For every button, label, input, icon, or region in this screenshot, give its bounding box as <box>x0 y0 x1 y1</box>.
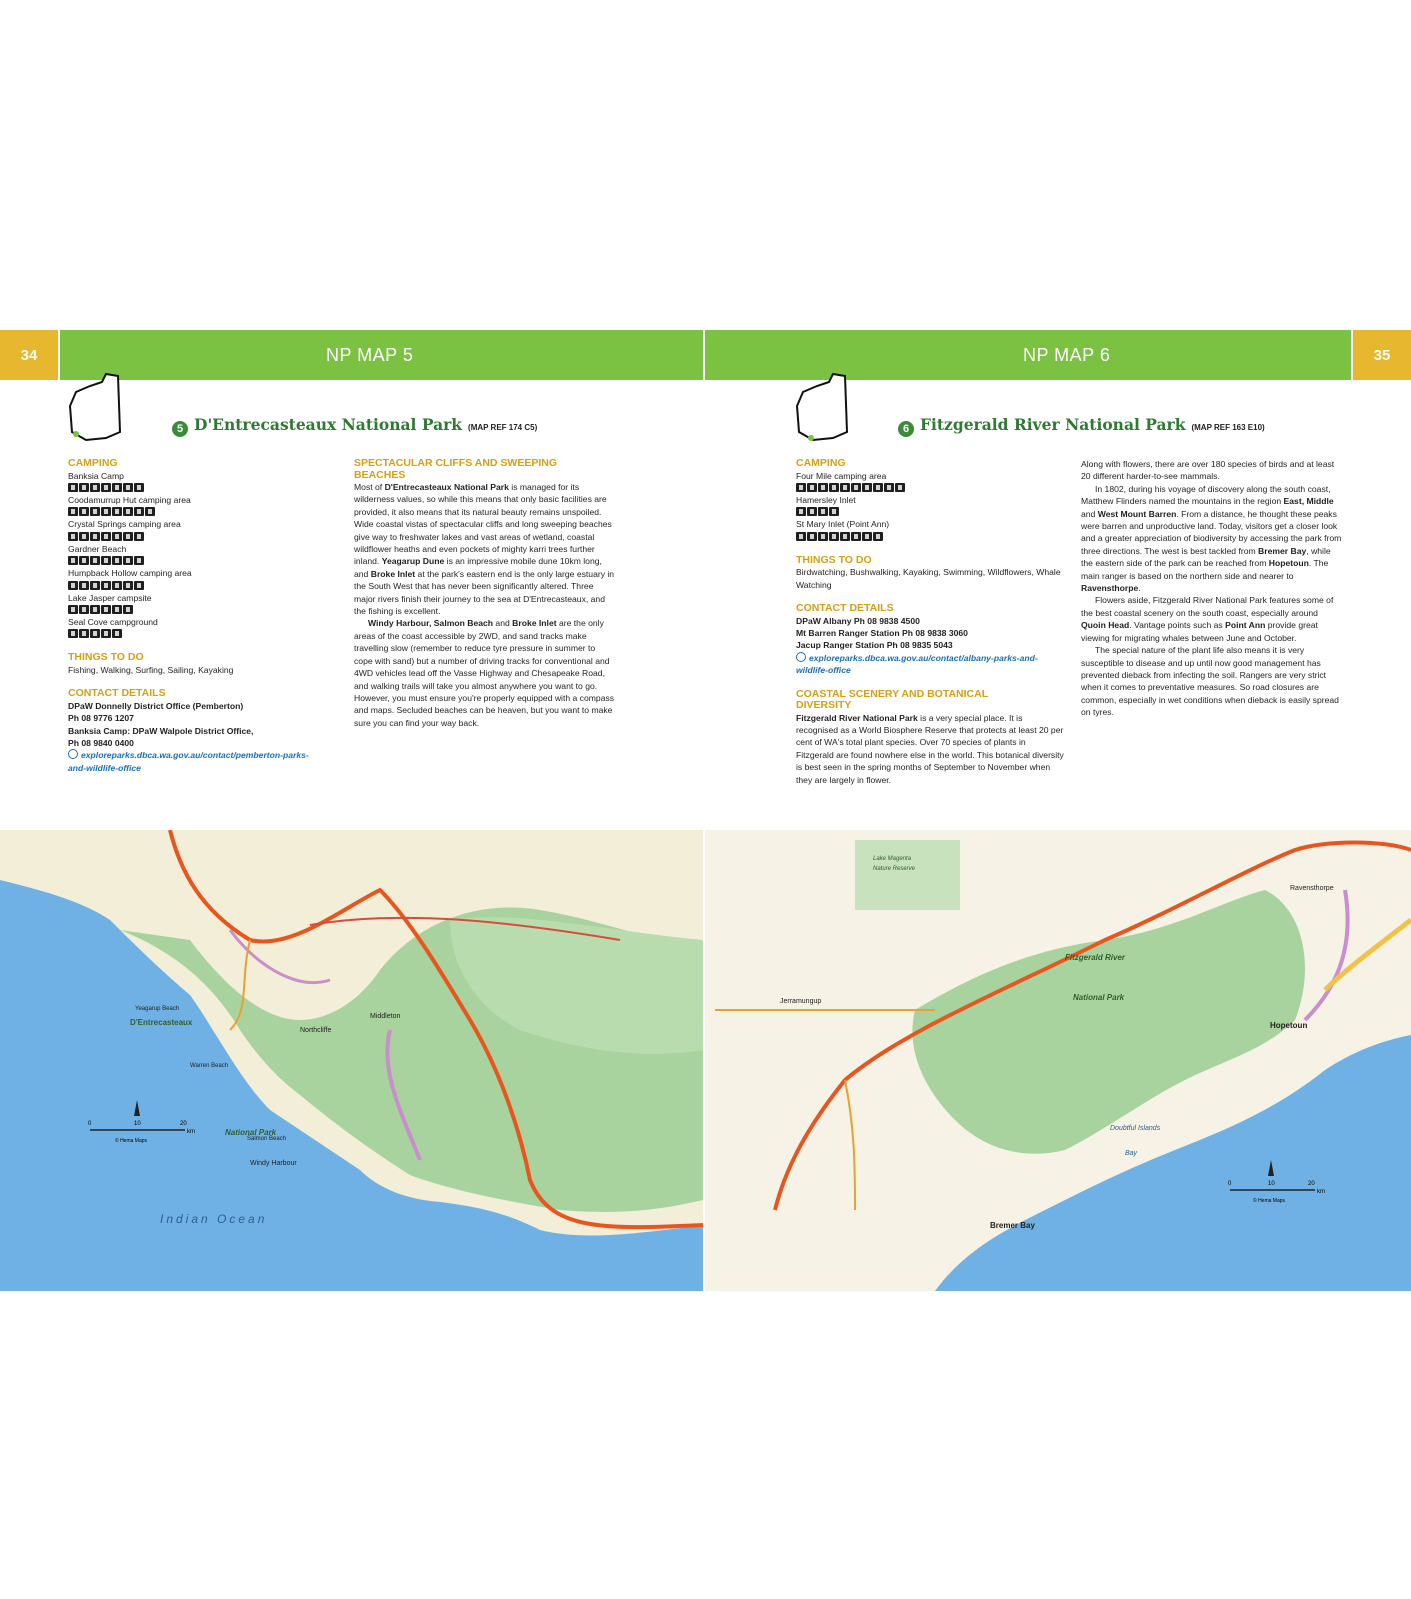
facility-icon <box>829 483 839 492</box>
facility-icon <box>68 483 78 492</box>
wa-locator-map-icon <box>66 372 124 444</box>
facility-icons <box>796 507 1064 516</box>
facility-icon <box>807 483 817 492</box>
camp-site: Banksia Camp <box>68 470 124 481</box>
facility-icon <box>112 605 122 614</box>
facility-icon <box>112 532 122 541</box>
facility-icon <box>145 507 155 516</box>
page-number-left: 34 <box>0 330 58 380</box>
facility-icon <box>862 483 872 492</box>
bremer-label: Bremer Bay <box>990 1221 1035 1230</box>
feature-heading: SPECTACULAR CLIFFS AND SWEEPING <box>354 457 558 469</box>
things-to-do-heading: THINGS TO DO <box>68 651 144 664</box>
facility-icon <box>862 532 872 541</box>
web-link-icon <box>68 749 78 759</box>
facility-icon <box>807 507 817 516</box>
facility-icon <box>818 532 828 541</box>
contact-heading: CONTACT DETAILS <box>796 602 894 615</box>
facility-icon <box>112 507 122 516</box>
facility-icon <box>895 483 905 492</box>
fitz-label: Fitzgerald River <box>1065 953 1126 962</box>
header-title-left: NP MAP 5 <box>326 345 414 365</box>
park-label: D'Entrecasteaux <box>130 1018 193 1027</box>
facility-icon <box>873 532 883 541</box>
yeagarup-label: Yeagarup Beach <box>135 1006 180 1012</box>
camp-site: Lake Jasper campsite <box>68 592 152 603</box>
facility-icon <box>851 483 861 492</box>
coastal-heading: COASTAL SCENERY AND BOTANICAL <box>796 687 989 700</box>
facility-icon <box>840 483 850 492</box>
facility-icon <box>112 629 122 638</box>
facility-icon <box>851 532 861 541</box>
ravensthorpe-label: Ravensthorpe <box>1290 885 1334 892</box>
wa-locator-map-icon <box>793 372 851 444</box>
facility-icon <box>68 581 78 590</box>
coastal-heading-cont: DIVERSITY <box>796 699 852 712</box>
fitzgerald-map <box>705 830 1411 1291</box>
header-title-right: NP MAP 6 <box>1023 345 1111 365</box>
doubtful-label: Doubtful Islands <box>1110 1125 1161 1132</box>
map-credit: © Hema Maps <box>1253 1198 1286 1204</box>
facility-icon <box>79 605 89 614</box>
park-name: Fitzgerald River National Park <box>920 415 1186 434</box>
facility-icon <box>101 532 111 541</box>
facility-icon <box>123 556 133 565</box>
camp-site: Coodamurrup Hut camping area <box>68 494 191 505</box>
facility-icons <box>68 605 338 614</box>
facility-icon <box>123 507 133 516</box>
facility-icon <box>101 581 111 590</box>
scale-10: 10 <box>1268 1181 1275 1187</box>
facility-icon <box>112 581 122 590</box>
facility-icon <box>884 483 894 492</box>
map-ref: (MAP REF 163 E10) <box>1191 423 1265 432</box>
facility-icon <box>134 483 144 492</box>
scale-20: 20 <box>1308 1181 1315 1187</box>
lake-label: Lake Magenta <box>873 856 912 862</box>
web-link-icon <box>796 652 806 662</box>
facility-icon <box>796 532 806 541</box>
jerramungup-label: Jerramungup <box>780 998 822 1005</box>
camping-heading: CAMPING <box>796 457 846 469</box>
facility-icons <box>796 483 1064 492</box>
contact-heading: CONTACT DETAILS <box>68 687 166 700</box>
facility-icons <box>68 629 338 638</box>
windy-label: Windy Harbour <box>250 1160 297 1167</box>
facility-icon <box>68 605 78 614</box>
facility-icon <box>829 507 839 516</box>
facility-icon <box>101 483 111 492</box>
facility-icon <box>112 556 122 565</box>
facility-icon <box>818 507 828 516</box>
things-to-do-heading: THINGS TO DO <box>796 553 872 566</box>
np-label: National Park <box>1073 993 1125 1002</box>
facility-icon <box>101 605 111 614</box>
contact-phone: Ph 08 9840 0400 <box>68 737 134 748</box>
website-link-cont[interactable]: wildlife-office <box>796 665 851 676</box>
contact-line: Jacup Ranger Station Ph 08 9835 5043 <box>796 640 953 651</box>
camping-heading: CAMPING <box>68 457 118 469</box>
facility-icon <box>79 483 89 492</box>
facility-icon <box>68 507 78 516</box>
facility-icon <box>123 532 133 541</box>
facility-icons <box>68 556 338 565</box>
scale-10: 10 <box>134 1121 141 1127</box>
facility-icon <box>90 581 100 590</box>
facility-icon <box>68 629 78 638</box>
facility-icon <box>101 629 111 638</box>
facility-icon <box>68 532 78 541</box>
right-col-1 <box>796 458 1064 786</box>
bay-label: Bay <box>1125 1150 1138 1157</box>
facility-icon <box>79 581 89 590</box>
page-number-right: 35 <box>1353 330 1411 380</box>
dieback-paragraph: The special nature of the plant life also means it is very susceptible to disease and up until now good management has prevented dieback from infecting the soil. Rangers are very strict when it comes to preventative measures. So road closures are common, especially in wet conditions when dieback is easily spread on tyres. <box>1081 645 1339 718</box>
facility-icons <box>796 532 1064 541</box>
contact-line: DPaW Donnelly District Office (Pemberton) <box>68 700 244 711</box>
scale-0: 0 <box>88 1121 92 1127</box>
hopetoun-label: Hopetoun <box>1270 1021 1308 1030</box>
park-number-badge: 6 <box>898 421 914 437</box>
website-link-cont[interactable]: and-wildlife-office <box>68 762 141 773</box>
salmon-label: Salmon Beach <box>247 1136 287 1142</box>
website-link[interactable]: exploreparks.dbca.wa.gov.au/contact/albany-parks-and- <box>809 652 1038 663</box>
facility-icon <box>134 581 144 590</box>
park-heading-right <box>898 415 1265 435</box>
facility-icons <box>68 532 338 541</box>
scale-km: km <box>187 1129 195 1135</box>
camp-site: Gardner Beach <box>68 543 127 554</box>
camp-site: Four Mile camping area <box>796 470 887 481</box>
scale-km: km <box>1317 1189 1325 1195</box>
camp-site: Hamersley Inlet <box>796 494 856 505</box>
facility-icon <box>796 507 806 516</box>
map-credit: © Hema Maps <box>115 1138 148 1144</box>
dentrecasteaux-map <box>0 830 703 1291</box>
facility-icon <box>79 532 89 541</box>
coastal-paragraph: Fitzgerald River National Park is a very special place. It is recognised as a World Biosphere Reserve that protects at least 20 per cent of WA's total plant species. Over 70 species of plants in Fitzgerald are found nowhere else in the world. This botanical diversity is best seen in the spring months of September to November when they are largely in flower. <box>796 712 1064 785</box>
contact-line: DPaW Albany Ph 08 9838 4500 <box>796 615 920 626</box>
facility-icon <box>79 507 89 516</box>
camp-site: Crystal Springs camping area <box>68 519 181 530</box>
northcliffe-label: Northcliffe <box>300 1027 332 1034</box>
camp-site: Seal Cove campground <box>68 616 158 627</box>
facility-icon <box>90 507 100 516</box>
facility-icons <box>68 483 338 492</box>
nr-label: Nature Reserve <box>873 866 916 872</box>
facility-icon <box>79 556 89 565</box>
feature-paragraph-1: Most of D'Entrecasteaux National Park is managed for its wilderness values, so while this means that only basic facilities are provided, it also means that its natural beauty remains unspoiled. Wide coastal vistas of spectacular cliffs and long sweeping beaches give way to freshwater lakes and vast areas of wetland, coastal wildflower heaths and even pockets of mighty karri trees further inland. Yeagarup Dune is an impressive mobile dune 10km long, and Broke Inlet at the park's eastern end is the only large estuary in the South West that has never been significantly altered. Three major rivers finish their journey to the sea at D'Entrecasteaux, and the fishing is excellent. <box>354 482 615 617</box>
left-col-1 <box>68 458 338 774</box>
facility-icon <box>123 483 133 492</box>
feature-heading-cont: BEACHES <box>354 468 406 481</box>
park-number-badge: 5 <box>172 421 188 437</box>
facility-icons <box>68 581 338 590</box>
facility-icon <box>68 556 78 565</box>
facility-icon <box>101 556 111 565</box>
facility-icon <box>829 532 839 541</box>
facility-icon <box>90 532 100 541</box>
map-ref: (MAP REF 174 C5) <box>468 423 538 432</box>
facility-icon <box>101 507 111 516</box>
left-col-2 <box>354 458 616 729</box>
facility-icon <box>134 556 144 565</box>
scenery-paragraph: Flowers aside, Fitzgerald River National Park features some of the best coastal scenery on the south coast, especially around Quoin Head. Vantage points such as Point Ann provide great viewing for migrating whales between June and October. <box>1081 595 1334 643</box>
things-to-do-text: Birdwatching, Bushwalking, Kayaking, Swimming, Wildflowers, Whale Watching <box>796 567 1061 590</box>
facility-icon <box>840 532 850 541</box>
ocean-label: Indian Ocean <box>160 1212 268 1226</box>
scale-20: 20 <box>180 1121 187 1127</box>
facility-icon <box>90 605 100 614</box>
facility-icon <box>112 483 122 492</box>
history-paragraph: In 1802, during his voyage of discovery along the south coast, Matthew Flinders named the mountains in the region East, Middle and West Mount Barren. From a distance, he thought these peaks were barren and unproductive land. Today, visitors get a closer look and a greater appreciation of biodiversity by accessing the park from three directions. The west is best tackled from Bremer Bay, while the eastern side of the park can be reached from Hopetoun. The main ranger is based on the northern side and nearer to Ravensthorpe. <box>1081 483 1342 594</box>
facility-icon <box>796 483 806 492</box>
middleton-label: Middleton <box>370 1013 401 1020</box>
facility-icon <box>807 532 817 541</box>
facility-icon <box>90 483 100 492</box>
camp-site: St Mary Inlet (Point Ann) <box>796 519 890 530</box>
warren-label: Warren Beach <box>190 1063 229 1069</box>
website-link[interactable]: exploreparks.dbca.wa.gov.au/contact/pemberton-parks- <box>81 750 309 761</box>
birds-paragraph: Along with flowers, there are over 180 species of birds and at least 20 different harder-to-see mammals. <box>1081 459 1335 482</box>
facility-icon <box>90 556 100 565</box>
facility-icon <box>818 483 828 492</box>
contact-line: Mt Barren Ranger Station Ph 08 9838 3060 <box>796 627 968 638</box>
scale-0: 0 <box>1228 1181 1232 1187</box>
camp-site: Humpback Hollow camping area <box>68 568 192 579</box>
facility-icon <box>873 483 883 492</box>
park-heading-left <box>172 415 537 435</box>
park-name: D'Entrecasteaux National Park <box>194 415 463 434</box>
feature-paragraph-2: Windy Harbour, Salmon Beach and Broke Inlet are the only areas of the coast accessible by 2WD, and sand tracks make travelling slow (remember to reduce tyre pressure in summer to cope with sand) but a number of driving tracks for conventional and 4WD vehicles lead off the Vasse Highway and Chesapeake Road, and walking trails will take you almost anywhere you want to go. However, you must ensure you're properly equipped with a compass and maps. Secluded beaches can be heaven, but you want to make sure you can find your way back. <box>354 618 615 728</box>
facility-icon <box>123 605 133 614</box>
facility-icon <box>79 629 89 638</box>
facility-icon <box>134 532 144 541</box>
facility-icons <box>68 507 338 516</box>
np-label: National Park <box>225 1128 277 1137</box>
right-col-2 <box>1081 458 1343 719</box>
facility-icon <box>123 581 133 590</box>
contact-phone: Ph 08 9776 1207 <box>68 713 134 724</box>
facility-icon <box>134 507 144 516</box>
facility-icon <box>90 629 100 638</box>
contact-line: Banksia Camp: DPaW Walpole District Office, <box>68 725 254 736</box>
things-to-do-text: Fishing, Walking, Surfing, Sailing, Kayaking <box>68 664 234 675</box>
